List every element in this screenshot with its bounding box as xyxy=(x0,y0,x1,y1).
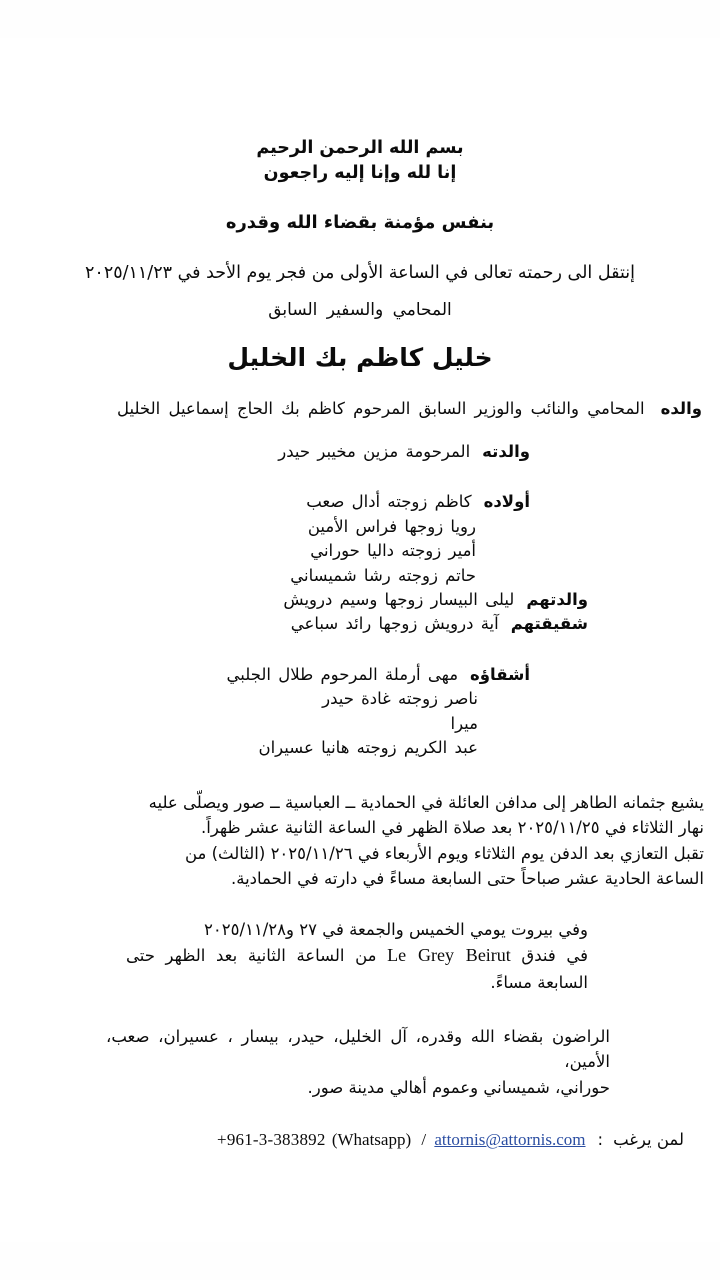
contact-phone[interactable]: +961-3-383892 xyxy=(217,1130,326,1150)
relation-row-their-sister xyxy=(14,612,588,636)
relation-row-child xyxy=(14,539,530,563)
deceased-name: خليل كاظم بك الخليل xyxy=(227,342,493,372)
beirut-paragraph xyxy=(14,917,706,996)
relation-label-their-sister: شقيقتهم xyxy=(510,614,588,634)
relation-group-children xyxy=(14,490,706,588)
passing-statement: إنتقل الى رحمته تعالى في الساعة الأولى من فجر يوم الأحد في ٢٠٢٥/١١/٢٣ xyxy=(85,262,635,283)
relation-row-child xyxy=(14,490,530,514)
relation-value-child: حاتم زوجته رشا شميساني xyxy=(290,565,476,585)
burial-line-1: يشيع جثمانه الطاهر إلى مدافن العائلة في الحمادية ــ العباسية ــ صور ويصلّى عليه xyxy=(148,793,704,813)
burial-paragraph xyxy=(14,790,706,890)
relation-value-sibling: مهى أرملة المرحوم طلال الجلبي xyxy=(226,664,459,684)
relation-value-mother: المرحومة مزين مخيبر حيدر xyxy=(278,441,471,461)
beirut-venue-prefix: في فندق xyxy=(521,946,588,966)
beirut-line-2 xyxy=(126,942,588,995)
relation-label-siblings: أشقاؤه xyxy=(470,664,530,684)
relation-row-their-mother xyxy=(14,588,588,612)
relation-value-child: رويا زوجها فراس الأمين xyxy=(307,516,476,536)
relation-value-sibling: ميرا xyxy=(450,713,478,733)
families-line-1: الراضون بقضاء الله وقدره، آل الخليل، حيدر، بيسار ، عسيران، صعب، الأمين، xyxy=(106,1026,610,1072)
contact-email-link[interactable]: attornis@attornis.com xyxy=(434,1130,586,1150)
relation-row-sibling xyxy=(14,712,530,736)
burial-line-2: نهار الثلاثاء في ٢٠٢٥/١١/٢٥ بعد صلاة الظهر في الساعة الثانية عشر ظهراً. xyxy=(200,818,704,838)
relation-row-sibling xyxy=(14,736,530,760)
relation-value-their-mother: ليلى البيسار زوجها وسيم درويش xyxy=(283,589,515,609)
contact-separator: / xyxy=(421,1130,427,1150)
families-paragraph xyxy=(14,1024,706,1101)
beirut-line-1: وفي بيروت يومي الخميس والجمعة في ٢٧ و٢٠٢٥/١١/٢٨ xyxy=(204,919,588,939)
relation-value-child: كاظم زوجته أدال صعب xyxy=(306,492,472,512)
professional-titles: المحامي والسفير السابق xyxy=(268,299,452,320)
families-line-2: حوراني، شميساني وعموم أهالي مدينة صور. xyxy=(307,1077,610,1097)
relation-row-mother xyxy=(14,440,706,464)
relation-value-sibling: عبد الكريم زوجته هانيا عسيران xyxy=(258,738,478,757)
contact-label: لمن يرغب xyxy=(613,1130,684,1150)
hotel-name: Le Grey Beirut xyxy=(387,945,511,966)
relation-label-mother: والدته xyxy=(482,441,530,461)
relation-group-siblings xyxy=(14,663,706,761)
contact-details xyxy=(217,1130,585,1150)
relation-row-father xyxy=(14,399,706,418)
faith-line: بنفس مؤمنة بقضاء الله وقدره xyxy=(225,211,495,233)
relation-label-their-mother: والدتهم xyxy=(526,589,588,609)
beirut-venue-suffix: من الساعة الثانية بعد الظهر حتى السابعة مساءً. xyxy=(126,946,588,993)
contact-row xyxy=(14,1130,706,1150)
obituary-sheet xyxy=(0,38,720,1242)
basmala-line-2: إنا لله وإنا إليه راجعون xyxy=(263,162,457,183)
basmala-block xyxy=(14,136,706,186)
burial-line-3: تقبل التعازي بعد الدفن يوم الثلاثاء ويوم الأربعاء في ٢٠٢٥/١١/٢٦ (الثالث) من xyxy=(184,843,704,863)
relation-value-child: أمير زوجته داليا حوراني xyxy=(310,541,476,561)
relation-row-child xyxy=(14,564,530,588)
relation-value-their-sister: آية درويش زوجها رائد سباعي xyxy=(290,614,499,634)
relation-value-sibling: ناصر زوجته غادة حيدر xyxy=(322,689,478,709)
relation-label-father: والده xyxy=(660,398,702,418)
relation-row-child xyxy=(14,515,530,539)
relation-row-sibling xyxy=(14,663,530,687)
burial-line-4: الساعة الحادية عشر صباحاً حتى السابعة مساءً في دارته في الحمادية. xyxy=(231,868,704,888)
relation-value-father: المحامي والنائب والوزير السابق المرحوم كاظم بك الحاج إسماعيل الخليل xyxy=(117,398,645,418)
basmala-line-1: بسم الله الرحمن الرحيم xyxy=(256,138,464,158)
contact-whatsapp-label: (Whatsapp) xyxy=(331,1130,412,1150)
relation-group-extended xyxy=(14,588,706,637)
relation-label-children: أولاده xyxy=(483,492,530,512)
relation-row-sibling xyxy=(14,687,530,711)
contact-colon: : xyxy=(597,1130,604,1150)
